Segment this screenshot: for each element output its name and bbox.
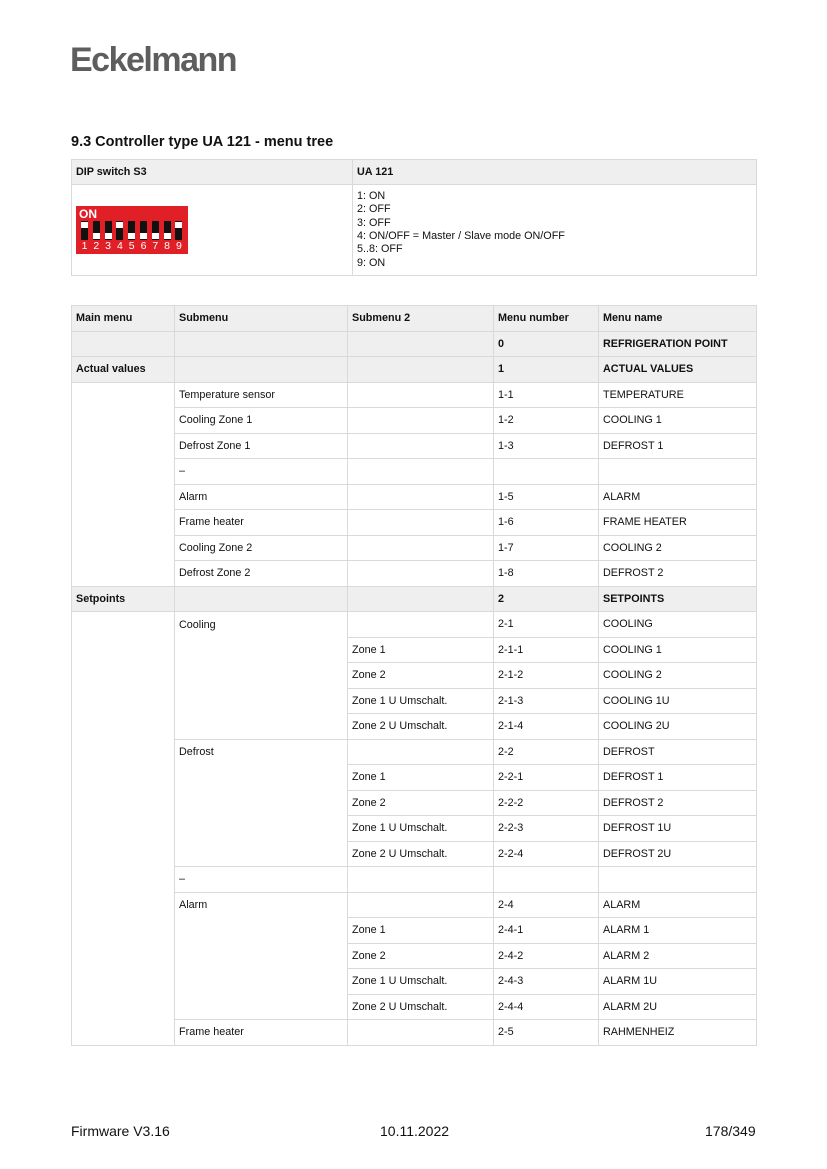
cell-main-menu bbox=[72, 459, 175, 485]
cell-main-menu bbox=[72, 867, 175, 893]
dip-switch-5 bbox=[128, 221, 135, 240]
cell-main-menu bbox=[72, 510, 175, 536]
eckelmann-logo: Eckelmann bbox=[70, 41, 237, 79]
header-main-menu: Main menu bbox=[72, 306, 175, 332]
cell-submenu-2 bbox=[348, 357, 494, 383]
cell-menu-number: 2-2-2 bbox=[494, 790, 599, 816]
table-row bbox=[72, 535, 757, 561]
dip-switch-knob bbox=[81, 222, 88, 228]
cell-menu-name: ALARM 1 bbox=[599, 918, 757, 944]
cell-menu-name: DEFROST 2U bbox=[599, 841, 757, 867]
cell-submenu-2: Zone 1 U Umschalt. bbox=[348, 816, 494, 842]
cell-main-menu bbox=[72, 714, 175, 740]
cell-submenu-2 bbox=[348, 382, 494, 408]
dip-switch-number: 4 bbox=[116, 240, 123, 252]
cell-submenu bbox=[175, 969, 348, 995]
cell-main-menu bbox=[72, 1020, 175, 1046]
dip-switch-knob bbox=[175, 222, 182, 228]
cell-main-menu bbox=[72, 433, 175, 459]
ua121-col-header: UA 121 bbox=[353, 160, 757, 185]
cell-menu-name: DEFROST 1 bbox=[599, 765, 757, 791]
dip-settings-cell bbox=[353, 185, 757, 276]
cell-menu-number: 1-1 bbox=[494, 382, 599, 408]
cell-submenu-2 bbox=[348, 408, 494, 434]
cell-submenu: Defrost Zone 1 bbox=[175, 433, 348, 459]
cell-submenu-2: Zone 1 U Umschalt. bbox=[348, 969, 494, 995]
cell-menu-name: FRAME HEATER bbox=[599, 510, 757, 536]
table-row bbox=[72, 816, 757, 842]
cell-main-menu bbox=[72, 612, 175, 638]
table-row bbox=[72, 612, 757, 638]
cell-submenu-2 bbox=[348, 892, 494, 918]
cell-menu-number: 2-2-1 bbox=[494, 765, 599, 791]
cell-submenu-2 bbox=[348, 510, 494, 536]
dip-switch-8 bbox=[164, 221, 171, 240]
header-menu-number: Menu number bbox=[494, 306, 599, 332]
cell-submenu-2 bbox=[348, 331, 494, 357]
cell-submenu-2 bbox=[348, 867, 494, 893]
cell-main-menu bbox=[72, 331, 175, 357]
dip-switch-3 bbox=[105, 221, 112, 240]
menu-tree-table bbox=[71, 305, 757, 1046]
cell-menu-number: 2-4-1 bbox=[494, 918, 599, 944]
cell-submenu bbox=[175, 331, 348, 357]
dip-switch-2 bbox=[93, 221, 100, 240]
cell-submenu-2 bbox=[348, 1020, 494, 1046]
cell-menu-number: 2-2 bbox=[494, 739, 599, 765]
cell-submenu-2 bbox=[348, 459, 494, 485]
cell-main-menu bbox=[72, 535, 175, 561]
cell-menu-number: 1-5 bbox=[494, 484, 599, 510]
table-row bbox=[72, 918, 757, 944]
cell-submenu-2 bbox=[348, 612, 494, 638]
cell-menu-name: DEFROST 1U bbox=[599, 816, 757, 842]
cell-submenu-2 bbox=[348, 586, 494, 612]
cell-submenu bbox=[175, 918, 348, 944]
cell-menu-name: DEFROST bbox=[599, 739, 757, 765]
cell-main-menu bbox=[72, 816, 175, 842]
cell-submenu: Temperature sensor bbox=[175, 382, 348, 408]
cell-menu-number: 1 bbox=[494, 357, 599, 383]
cell-submenu-2: Zone 1 bbox=[348, 918, 494, 944]
cell-menu-name bbox=[599, 867, 757, 893]
table-row bbox=[72, 433, 757, 459]
cell-main-menu: Setpoints bbox=[72, 586, 175, 612]
footer-page-number: 178/349 bbox=[705, 1123, 756, 1139]
table-row bbox=[72, 892, 757, 918]
cell-submenu bbox=[175, 816, 348, 842]
cell-main-menu bbox=[72, 969, 175, 995]
cell-submenu bbox=[175, 637, 348, 663]
cell-submenu bbox=[175, 357, 348, 383]
cell-menu-number: 1-7 bbox=[494, 535, 599, 561]
dip-setting-line: 3: OFF bbox=[357, 216, 391, 229]
cell-menu-number: 1-2 bbox=[494, 408, 599, 434]
table-row bbox=[72, 484, 757, 510]
cell-menu-number: 1-3 bbox=[494, 433, 599, 459]
table-row bbox=[72, 867, 757, 893]
cell-main-menu bbox=[72, 637, 175, 663]
dip-switch-knob bbox=[93, 233, 100, 239]
cell-main-menu bbox=[72, 484, 175, 510]
cell-menu-number: 2 bbox=[494, 586, 599, 612]
dip-switch-knob bbox=[116, 222, 123, 228]
cell-submenu bbox=[175, 994, 348, 1020]
cell-main-menu: Actual values bbox=[72, 357, 175, 383]
dip-switch-table bbox=[71, 159, 757, 276]
cell-main-menu bbox=[72, 382, 175, 408]
cell-menu-number: 1-8 bbox=[494, 561, 599, 587]
cell-submenu-2: Zone 2 bbox=[348, 790, 494, 816]
cell-submenu-2 bbox=[348, 561, 494, 587]
section-title: 9.3 Controller type UA 121 - menu tree bbox=[71, 134, 334, 150]
cell-menu-name: TEMPERATURE bbox=[599, 382, 757, 408]
table-row bbox=[72, 357, 757, 383]
cell-submenu-2: Zone 1 bbox=[348, 765, 494, 791]
cell-submenu: Alarm bbox=[175, 484, 348, 510]
cell-menu-number: 2-1-4 bbox=[494, 714, 599, 740]
cell-menu-name: ACTUAL VALUES bbox=[599, 357, 757, 383]
cell-menu-number: 2-4 bbox=[494, 892, 599, 918]
cell-main-menu bbox=[72, 739, 175, 765]
cell-submenu: Alarm bbox=[175, 892, 348, 918]
cell-submenu bbox=[175, 688, 348, 714]
cell-menu-name: COOLING bbox=[599, 612, 757, 638]
table-row bbox=[72, 663, 757, 689]
dip-switch-9 bbox=[175, 221, 182, 240]
dip-setting-line: 1: ON bbox=[357, 190, 386, 203]
dip-setting-line: 2: OFF bbox=[357, 203, 391, 216]
cell-submenu-2: Zone 2 bbox=[348, 943, 494, 969]
cell-menu-name: COOLING 1 bbox=[599, 637, 757, 663]
cell-menu-name: COOLING 1 bbox=[599, 408, 757, 434]
cell-submenu bbox=[175, 841, 348, 867]
cell-main-menu bbox=[72, 408, 175, 434]
dip-switch-7 bbox=[152, 221, 159, 240]
cell-submenu bbox=[175, 714, 348, 740]
cell-submenu: Defrost bbox=[175, 739, 348, 765]
cell-menu-number: 1-6 bbox=[494, 510, 599, 536]
cell-submenu-2: Zone 2 U Umschalt. bbox=[348, 714, 494, 740]
cell-submenu-2: Zone 2 U Umschalt. bbox=[348, 994, 494, 1020]
cell-submenu-2 bbox=[348, 739, 494, 765]
dip-switch-image bbox=[76, 206, 188, 254]
dip-switch-knob bbox=[164, 233, 171, 239]
table-row bbox=[72, 841, 757, 867]
cell-submenu: Cooling bbox=[175, 612, 348, 638]
cell-main-menu bbox=[72, 841, 175, 867]
dip-switch-knob bbox=[152, 233, 159, 239]
dip-switch-number: 1 bbox=[81, 240, 88, 252]
cell-submenu: Cooling Zone 1 bbox=[175, 408, 348, 434]
header-submenu-2: Submenu 2 bbox=[348, 306, 494, 332]
cell-main-menu bbox=[72, 688, 175, 714]
table-row bbox=[72, 790, 757, 816]
cell-menu-number: 2-1-2 bbox=[494, 663, 599, 689]
table-row bbox=[72, 586, 757, 612]
dip-setting-line: 4: ON/OFF = Master / Slave mode ON/OFF bbox=[357, 230, 565, 242]
cell-main-menu bbox=[72, 765, 175, 791]
table-row bbox=[72, 408, 757, 434]
cell-menu-name: REFRIGERATION POINT bbox=[599, 331, 757, 357]
table-row bbox=[72, 714, 757, 740]
cell-menu-number: 2-2-3 bbox=[494, 816, 599, 842]
dip-setting-line: 5..8: OFF bbox=[357, 243, 403, 256]
table-row bbox=[72, 459, 757, 485]
cell-submenu bbox=[175, 790, 348, 816]
cell-menu-name: RAHMENHEIZ bbox=[599, 1020, 757, 1046]
cell-menu-number: 2-2-4 bbox=[494, 841, 599, 867]
dip-switch-number: 8 bbox=[164, 240, 171, 252]
header-submenu: Submenu bbox=[175, 306, 348, 332]
dip-switch-knob bbox=[140, 233, 147, 239]
dip-on-label: ON bbox=[79, 207, 97, 221]
cell-menu-number: 2-4-4 bbox=[494, 994, 599, 1020]
cell-submenu-2: Zone 2 bbox=[348, 663, 494, 689]
cell-menu-name: ALARM 1U bbox=[599, 969, 757, 995]
cell-menu-number: 2-1-1 bbox=[494, 637, 599, 663]
cell-menu-name: COOLING 2U bbox=[599, 714, 757, 740]
cell-main-menu bbox=[72, 994, 175, 1020]
table-row bbox=[72, 969, 757, 995]
cell-menu-name: DEFROST 2 bbox=[599, 561, 757, 587]
footer-firmware: Firmware V3.16 bbox=[71, 1123, 170, 1139]
table-row bbox=[72, 943, 757, 969]
cell-main-menu bbox=[72, 663, 175, 689]
table-row bbox=[72, 510, 757, 536]
cell-menu-number: 2-1 bbox=[494, 612, 599, 638]
table-row bbox=[72, 688, 757, 714]
dip-switch-knob bbox=[128, 233, 135, 239]
dip-switch-number: 6 bbox=[140, 240, 147, 252]
table-row bbox=[72, 765, 757, 791]
cell-menu-number: 0 bbox=[494, 331, 599, 357]
cell-menu-name: COOLING 2 bbox=[599, 535, 757, 561]
table-row bbox=[72, 637, 757, 663]
cell-submenu-2: Zone 1 U Umschalt. bbox=[348, 688, 494, 714]
table-row bbox=[72, 561, 757, 587]
dip-switch-number: 9 bbox=[175, 240, 182, 252]
cell-menu-name: DEFROST 2 bbox=[599, 790, 757, 816]
dip-switch-1 bbox=[81, 221, 88, 240]
cell-menu-name: ALARM bbox=[599, 892, 757, 918]
dip-switch-6 bbox=[140, 221, 147, 240]
cell-menu-name: SETPOINTS bbox=[599, 586, 757, 612]
cell-submenu-2 bbox=[348, 535, 494, 561]
cell-menu-name: COOLING 1U bbox=[599, 688, 757, 714]
cell-submenu bbox=[175, 943, 348, 969]
cell-menu-number: 2-4-3 bbox=[494, 969, 599, 995]
cell-main-menu bbox=[72, 918, 175, 944]
cell-main-menu bbox=[72, 790, 175, 816]
cell-submenu-2 bbox=[348, 433, 494, 459]
cell-menu-name bbox=[599, 459, 757, 485]
cell-submenu-2 bbox=[348, 484, 494, 510]
dip-switch-number: 5 bbox=[128, 240, 135, 252]
cell-menu-name: COOLING 2 bbox=[599, 663, 757, 689]
cell-menu-number: 2-5 bbox=[494, 1020, 599, 1046]
cell-submenu: Frame heater bbox=[175, 510, 348, 536]
cell-menu-name: ALARM 2U bbox=[599, 994, 757, 1020]
cell-submenu: Defrost Zone 2 bbox=[175, 561, 348, 587]
cell-main-menu bbox=[72, 561, 175, 587]
cell-submenu bbox=[175, 765, 348, 791]
cell-main-menu bbox=[72, 892, 175, 918]
header-menu-name: Menu name bbox=[599, 306, 757, 332]
cell-menu-number: 2-4-2 bbox=[494, 943, 599, 969]
table-row bbox=[72, 331, 757, 357]
dip-switch-cell bbox=[72, 185, 353, 276]
cell-menu-number bbox=[494, 459, 599, 485]
cell-submenu: Frame heater bbox=[175, 1020, 348, 1046]
dip-switch-4 bbox=[116, 221, 123, 240]
table-row bbox=[72, 994, 757, 1020]
cell-submenu-2: Zone 1 bbox=[348, 637, 494, 663]
cell-menu-number bbox=[494, 867, 599, 893]
cell-menu-name: ALARM bbox=[599, 484, 757, 510]
table-row bbox=[72, 1020, 757, 1046]
cell-submenu bbox=[175, 663, 348, 689]
dip-switch-number: 7 bbox=[152, 240, 159, 252]
cell-submenu: – bbox=[175, 867, 348, 893]
dip-col-header: DIP switch S3 bbox=[72, 160, 353, 185]
dip-switch-number: 2 bbox=[93, 240, 100, 252]
dip-switch-number: 3 bbox=[105, 240, 112, 252]
cell-submenu bbox=[175, 586, 348, 612]
cell-menu-number: 2-1-3 bbox=[494, 688, 599, 714]
table-row bbox=[72, 739, 757, 765]
cell-menu-name: ALARM 2 bbox=[599, 943, 757, 969]
cell-submenu: – bbox=[175, 459, 348, 485]
dip-switch-knob bbox=[105, 233, 112, 239]
cell-submenu: Cooling Zone 2 bbox=[175, 535, 348, 561]
cell-submenu-2: Zone 2 U Umschalt. bbox=[348, 841, 494, 867]
table-row bbox=[72, 382, 757, 408]
footer-date: 10.11.2022 bbox=[380, 1123, 450, 1139]
dip-setting-line: 9: ON bbox=[357, 256, 386, 269]
cell-menu-name: DEFROST 1 bbox=[599, 433, 757, 459]
cell-main-menu bbox=[72, 943, 175, 969]
